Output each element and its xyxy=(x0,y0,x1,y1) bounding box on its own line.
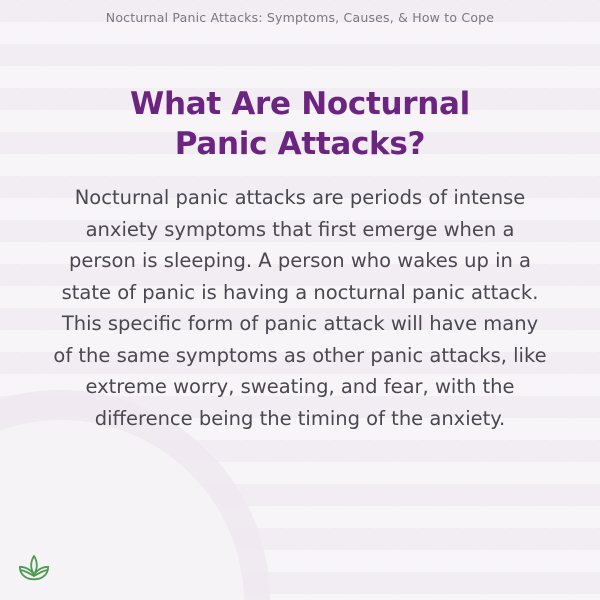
lotus-flower-logo-icon xyxy=(14,546,54,586)
page-title-line-1: What Are Nocturnal xyxy=(130,86,470,122)
body-paragraph: Nocturnal panic attacks are periods of intense anxiety symptoms that first emerge when a person is sleeping. A person who wakes up in a state of panic is having a nocturnal panic attack. This specific form of panic attack will have many of the same symptoms as other panic attacks, like extreme worry, sweating, and fear, with the difference being the timing of the anxiety. xyxy=(53,186,547,431)
page-title-line-2: Panic Attacks? xyxy=(174,126,426,163)
article-title-eyebrow: Nocturnal Panic Attacks: Symptoms, Causes, & How to Cope xyxy=(105,10,495,25)
page-title xyxy=(50,84,550,165)
